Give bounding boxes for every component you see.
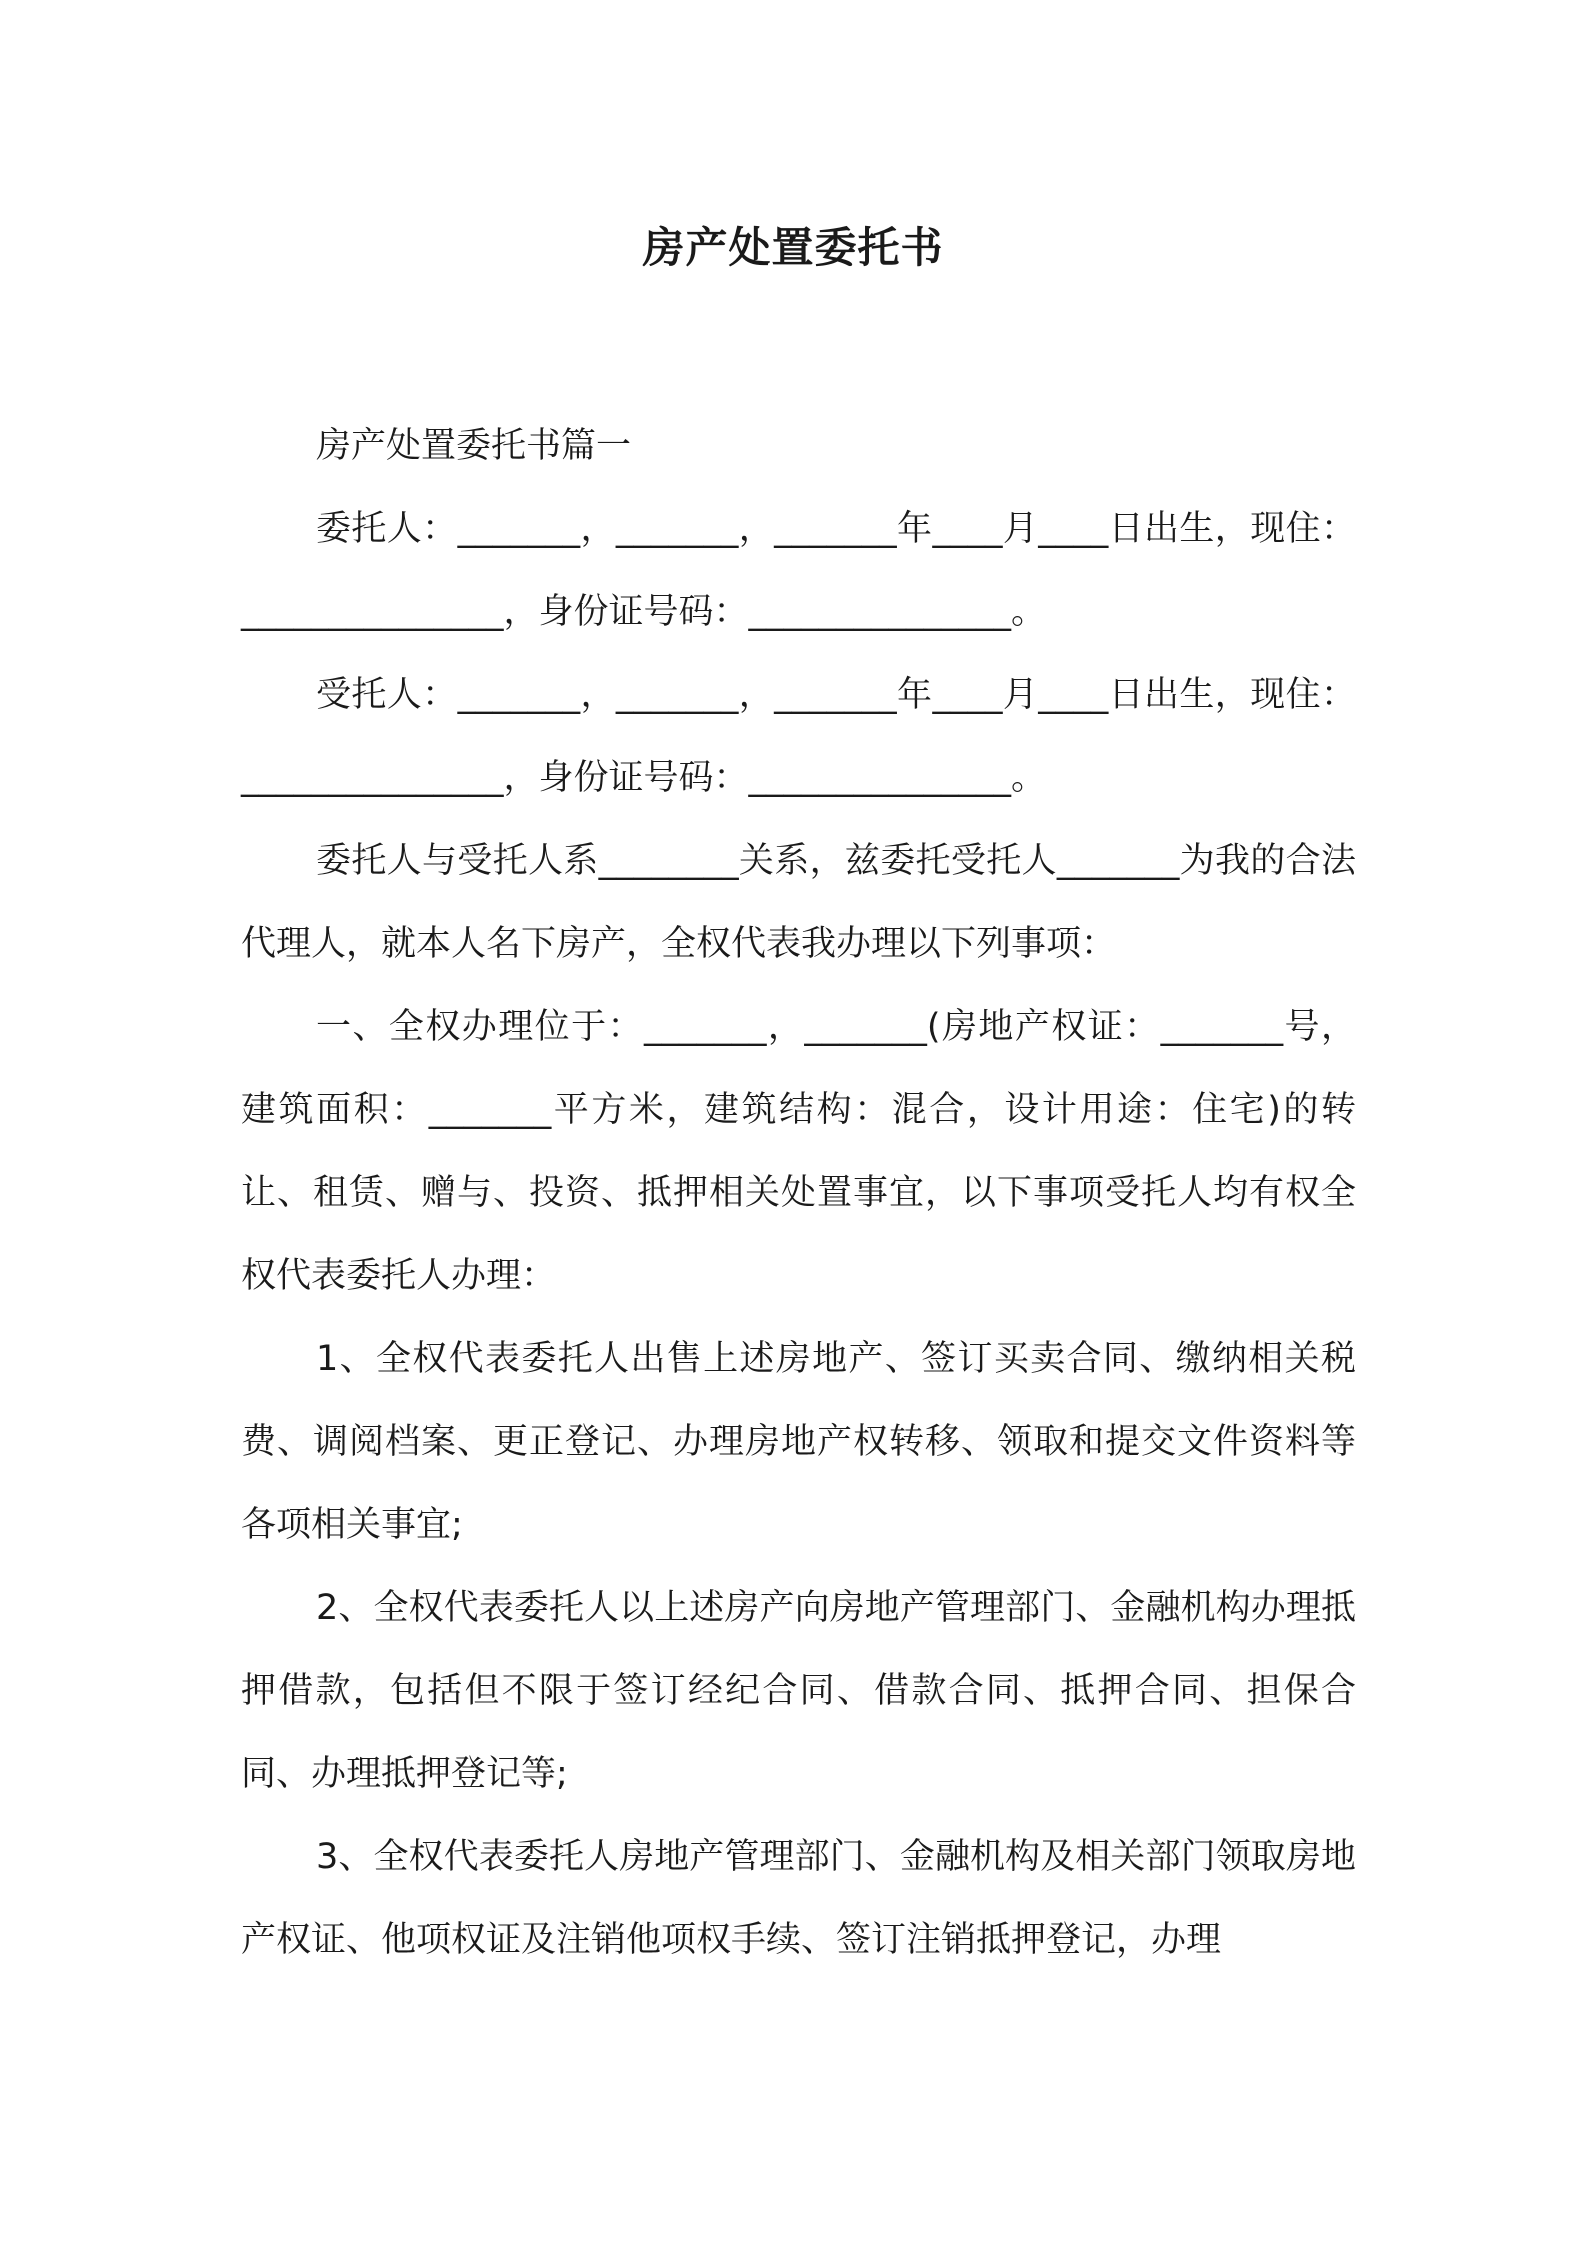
relationship-paragraph: 委托人与受托人系________关系，兹委托受托人_______为我的合法代理人，就本人名下房产，全权代表我办理以下列事项：	[241, 841, 1356, 964]
item-2-paragraph: 2、全权代表委托人以上述房产向房地产管理部门、金融机构办理抵押借款，包括但不限于签订经纪合同、借款合同、抵押合同、担保合同、办理抵押登记等;	[241, 1588, 1356, 1794]
agent-info-paragraph: 受托人：_______，_______，_______年____月____日出生，现住：_______________，身份证号码：_______________。	[241, 675, 1356, 798]
property-scope-paragraph: 一、全权办理位于：_______，_______(房地产权证：_______号，建筑面积：_______平方米，建筑结构：混合，设计用途：住宅)的转让、租赁、赠与、投资、抵押相关处置事宜，以下事项受托人均有权全权代表委托人办理：	[241, 1007, 1356, 1296]
document-title: 房产处置委托书	[642, 223, 944, 272]
section-heading: 房产处置委托书篇一	[316, 426, 632, 466]
item-3-paragraph: 3、全权代表委托人房地产管理部门、金融机构及相关部门领取房地产权证、他项权证及注销他项权手续、签订注销抵押登记，办理	[241, 1837, 1356, 1960]
document-body	[241, 405, 1356, 1982]
item-1-paragraph: 1、全权代表委托人出售上述房地产、签订买卖合同、缴纳相关税费、调阅档案、更正登记、办理房地产权转移、领取和提交文件资料等各项相关事宜;	[241, 1339, 1356, 1545]
principal-info-paragraph: 委托人：_______，_______，_______年____月____日出生，现住：_______________，身份证号码：_______________。	[241, 509, 1356, 632]
